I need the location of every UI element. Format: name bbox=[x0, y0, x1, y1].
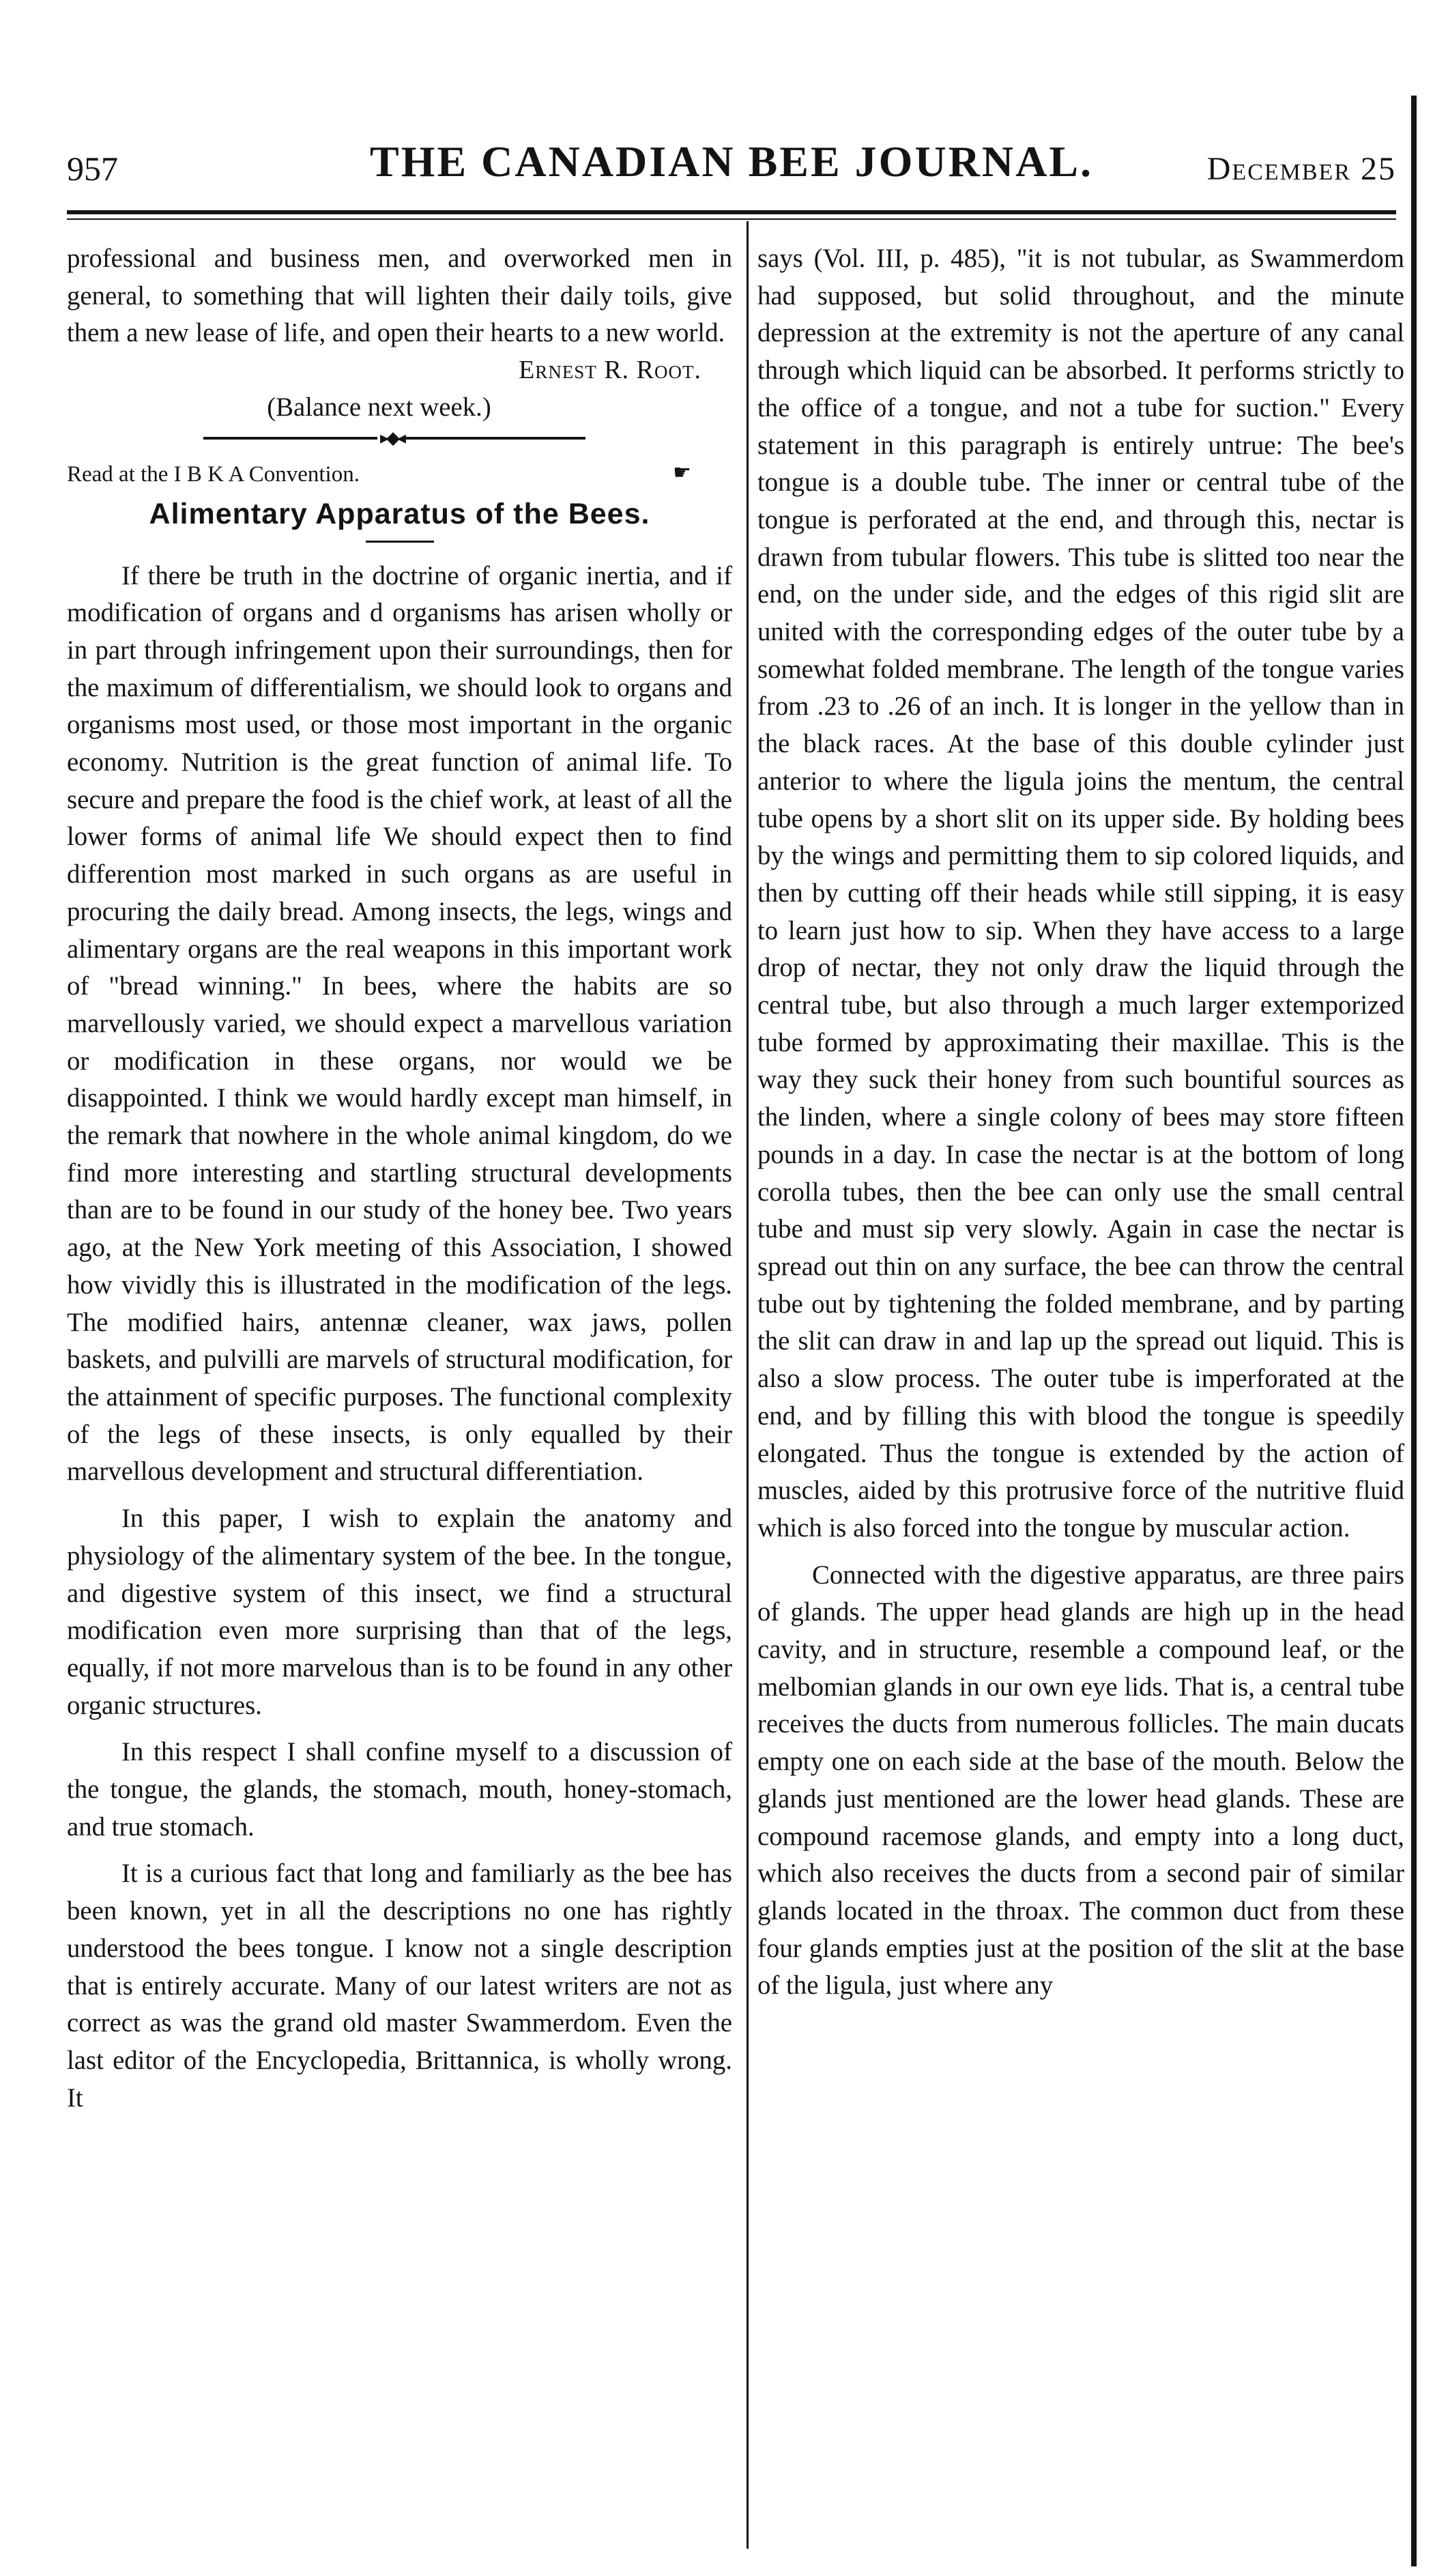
paragraph: If there be truth in the doctrine of organic inertia, and if modification of organs and d organisms has arisen wholly or in part through infringement upon their surroundings, then for the maximum of differentialism, we should look to organs and organisms most used, or those most important in the organic economy. Nutrition is the great function of animal life. To secure and prepare the food is the chief work, at least of all the lower forms of animal life We should expect then to find differention most marked in such organs as are useful in procuring the daily bread. Among insects, the legs, wings and alimentary organs are the real weapons in this important work of "bread winning." In bees, where the habits are so marvellously varied, we should expect a marvellous variation or modification in these organs, nor would we be disappointed. I think we would hardly except man himself, in the remark that nowhere in the whole animal kingdom, do we find more interesting and startling structural developments than are to be found in our study of the honey bee. Two years ago, at the New York meeting of this Association, I showed how vividly this is illustrated in the modification of the legs. The modified hairs, antennæ cleaner, wax jaws, pollen baskets, and pulvilli are marvels of structural modification, for the attainment of specific purposes. The functional complexity of the legs of these insects, is only equalled by their marvellous development and structural differentiation. bbox=[67, 560, 732, 1487]
read-at-note bbox=[67, 459, 732, 491]
pointing-hand-icon: ☛ bbox=[673, 461, 691, 485]
paragraph: In this respect I shall confine myself to a discussion of the tongue, the glands, the stomach, mouth, honey-stomach, and true stomach. bbox=[67, 1737, 732, 1842]
ornament-divider: ▸◆◂ bbox=[203, 426, 585, 449]
header-rule-thick bbox=[67, 210, 1396, 214]
header-rule-thin bbox=[67, 218, 1396, 220]
paragraph: In this paper, I wish to explain the anatomy and physiology of the alimentary system of the bee. In the tongue, and digestive system of this insect, we find a structural modification even more surprising than that of the legs, equally, if not more marvelous than is to be found in any other organic structures. bbox=[67, 1504, 732, 1720]
read-at-text: Read at the I B K A Convention. bbox=[67, 462, 360, 487]
page-header bbox=[67, 137, 1396, 191]
paragraph: says (Vol. III, p. 485), "it is not tubular, as Swammerdom had supposed, but solid throughout, and the minute depression at the extremity is not the aperture of any canal through which liquid can be absorbed. It performs strictly to the office of a tongue, and not a tube for suction." Every statement in this paragraph is entirely untrue: The bee's tongue is a double tube. The inner or central tube of the tongue is perforated at the end, and through this, nectar is drawn from tubular flowers. This tube is slitted too near the end, on the under side, and the edges of this rigid slit are united with the corresponding edges of the outer tube by a somewhat folded membrane. The length of the tongue varies from .23 to .26 of an inch. It is longer in the yellow than in the black races. At the base of this double cylinder just anterior to where the ligula joins the mentum, the central tube opens by a short slit on its upper side. By holding bees by the wings and permitting them to sip colored liquids, and then by cutting off their heads while still sipping, it is easy to learn just how to sip. When they have access to a large drop of nectar, they not only draw the liquid through the central tube, but also through a much larger extemporized tube formed by approximating their maxillae. This is the way they suck their honey from such bountiful sources as the linden, where a single colony of bees may store fifteen pounds in a day. In case the nectar is at the bottom of long corolla tubes, then the bee can only use the small central tube and must sip very slowly. Again in case the nectar is spread out thin on any surface, the bee can throw the central tube out by tightening the folded membrane, and by parting the slit can draw in and lap up the spread out liquid. This is also a slow process. The outer tube is imperforated at the end, and by filling this with blood the tongue is speedily elongated. Thus the tongue is extended by the action of muscles, aided by this protrusive force of the nutritive fluid which is also forced into the tongue by muscular action. bbox=[757, 244, 1404, 1543]
paragraph: It is a curious fact that long and familiarly as the bee has been known, yet in all the descriptions no one has rightly understood the bees tongue. I know not a single description that is entirely accurate. Many of our latest writers are not as correct as was the grand old master Swammerdom. Even the last editor of the Encyclopedia, Brittannica, is wholly wrong. It bbox=[67, 1859, 732, 2113]
author-signature: Ernest R. Root. bbox=[519, 356, 701, 385]
opening-paragraph: professional and business men, and overworked men in general, to something that will lighten their daily toils, give them a new lease of life, and open their hearts to a new world. bbox=[67, 244, 732, 348]
page-edge-rule bbox=[1411, 96, 1417, 2566]
page-number: 957 bbox=[67, 149, 118, 188]
left-column bbox=[67, 240, 732, 2117]
issue-date: December 25 bbox=[1206, 151, 1396, 187]
paragraph: Connected with the digestive apparatus, are three pairs of glands. The upper head glands are high up in the head cavity, and in structure, resemble a compound leaf, or the melbomian glands in our own eye lids. That is, a central tube receives the ducts from numerous follicles. The main ducats empty one on each side at the base of the mouth. Below the glands just mentioned are the lower head glands. These are compound racemose glands, and empty into a long duct, which also receives the ducts from a second pair of similar glands located in the throax. The common duct from these four glands empties just at the position of the slit at the base of the ligula, just where any bbox=[757, 1560, 1404, 2001]
balance-note: (Balance next week.) bbox=[267, 392, 491, 422]
title-rule bbox=[366, 541, 434, 543]
article-title: Alimentary Apparatus of the Bees. bbox=[149, 497, 650, 530]
right-column bbox=[757, 240, 1404, 2005]
column-divider bbox=[747, 221, 749, 2549]
journal-title: THE CANADIAN BEE JOURNAL. bbox=[370, 137, 1093, 186]
